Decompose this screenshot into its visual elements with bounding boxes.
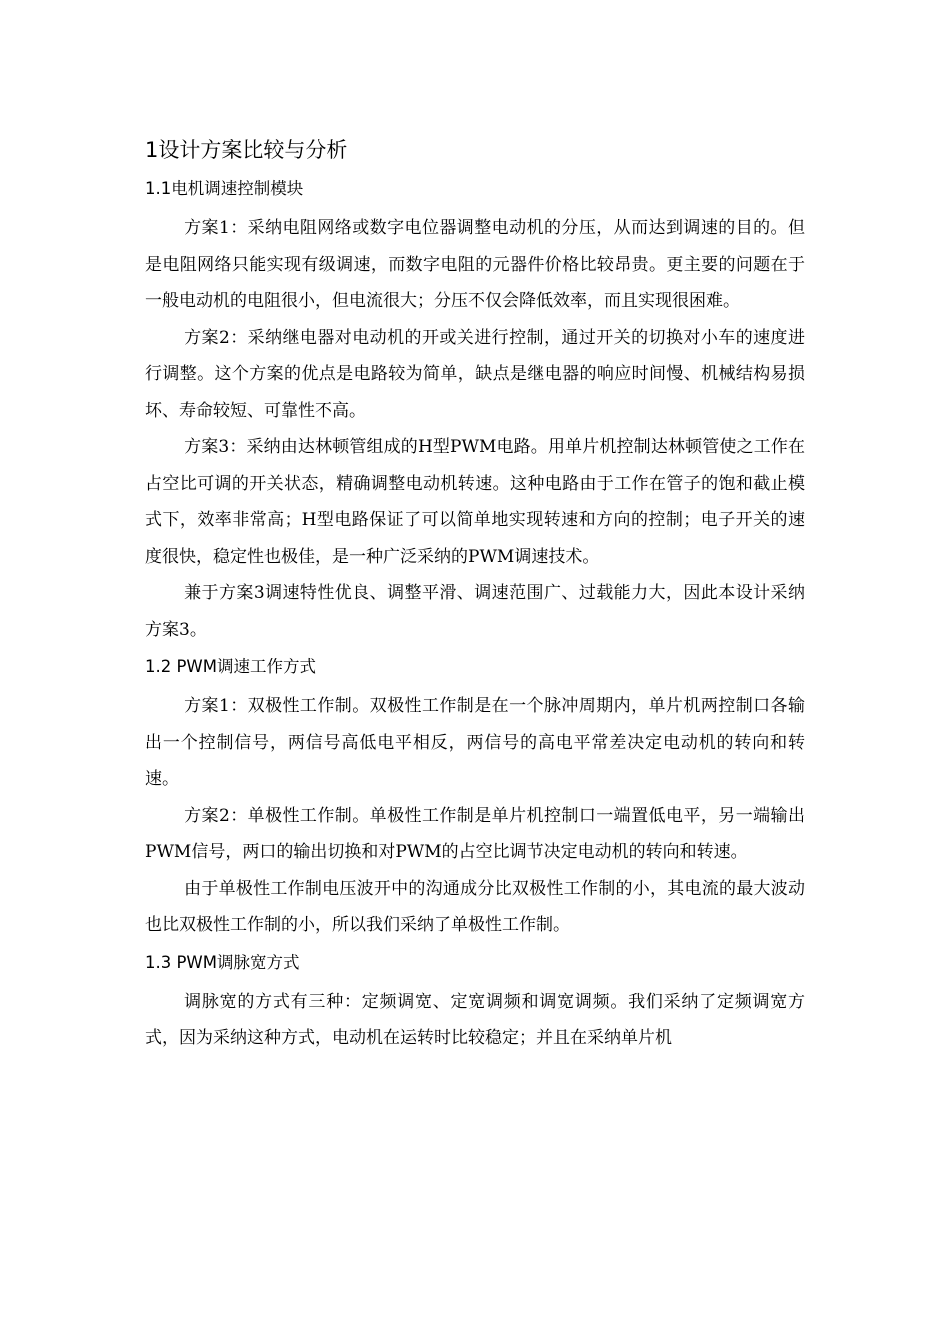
paragraph: 调脉宽的方式有三种：定频调宽、定宽调频和调宽调频。我们采纳了定频调宽方式，因为采纳这种方式，电动机在运转时比较稳定；并且在采纳单片机	[145, 991, 805, 1048]
paragraph: 兼于方案3调速特性优良、调整平滑、调速范围广、过载能力大，因此本设计采纳方案3。	[145, 583, 805, 640]
section-1-1	[145, 176, 805, 648]
document-page	[145, 135, 805, 1057]
section-1-2	[145, 654, 805, 944]
paragraph: 由于单极性工作制电压波开中的沟通成分比双极性工作制的小，其电流的最大波动也比双极性工作制的小，所以我们采纳了单极性工作制。	[145, 878, 805, 935]
page-title: 1设计方案比较与分析	[145, 138, 348, 162]
paragraph: 方案2：单极性工作制。单极性工作制是单片机控制口一端置低电平，另一端输出PWM信号，两口的输出切换和对PWM的占空比调节决定电动机的转向和转速。	[145, 805, 805, 862]
paragraph: 方案1：双极性工作制。双极性工作制是在一个脉冲周期内，单片机两控制口各输出一个控制信号，两信号高低电平相反，两信号的高电平常差决定电动机的转向和转速。	[145, 696, 805, 789]
section-1-3	[145, 950, 805, 1057]
paragraph: 方案3：采纳由达林顿管组成的H型PWM电路。用单片机控制达林顿管使之工作在占空比可调的开关状态，精确调整电动机转速。这种电路由于工作在管子的饱和截止模式下，效率非常高；H型电路保证了可以简单地实现转速和方向的控制；电子开关的速度很快，稳定性也极佳，是一种广泛采纳的PWM调速技术。	[145, 437, 805, 567]
section-heading: 1.1电机调速控制模块	[145, 179, 304, 198]
paragraph: 方案2：采纳继电器对电动机的开或关进行控制，通过开关的切换对小车的速度进行调整。这个方案的优点是电路较为简单，缺点是继电器的响应时间慢、机械结构易损坏、寿命较短、可靠性不高。	[145, 327, 805, 421]
section-heading: 1.3 PWM调脉宽方式	[145, 952, 300, 972]
paragraph: 方案1：采纳电阻网络或数字电位器调整电动机的分压，从而达到调速的目的。但是电阻网络只能实现有级调速，而数字电阻的元器件价格比较昂贵。更主要的问题在于一般电动机的电阻很小，但电流很大；分压不仅会降低效率，而且实现很困难。	[145, 218, 805, 311]
section-heading: 1.2 PWM调速工作方式	[145, 657, 316, 676]
